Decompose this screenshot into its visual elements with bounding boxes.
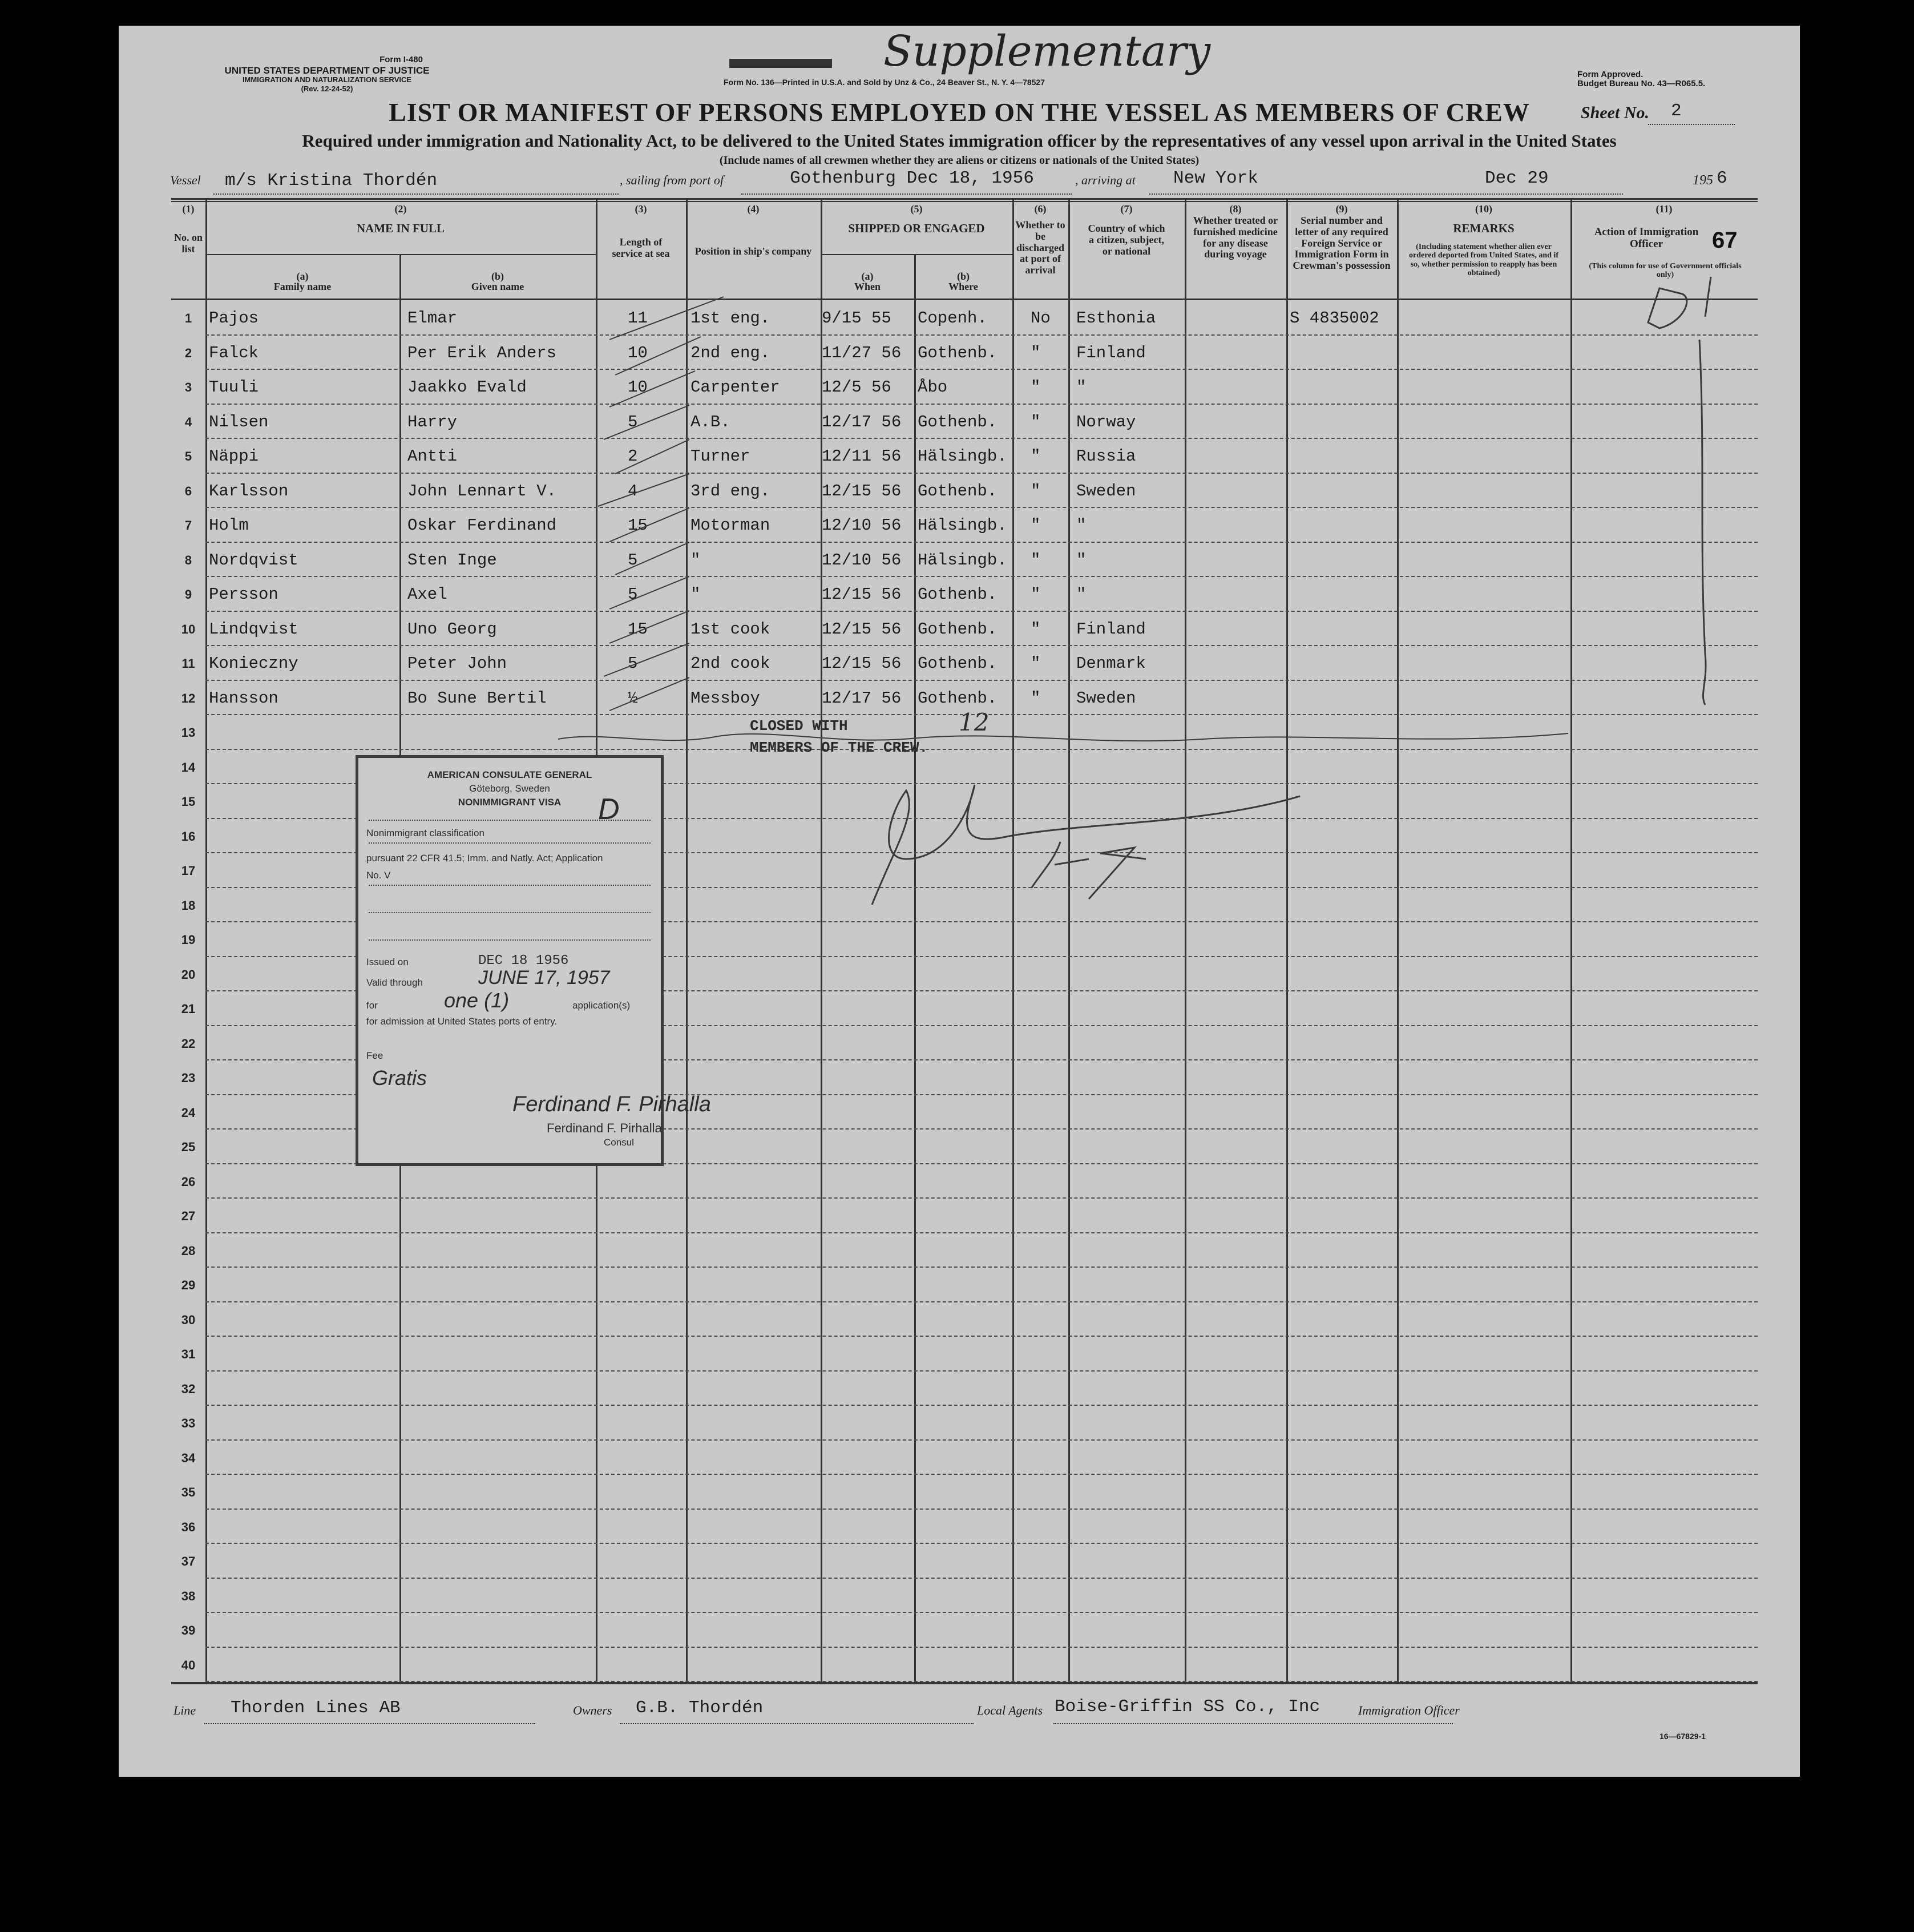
col2-header: NAME IN FULL	[356, 221, 445, 235]
consular-visa-stamp	[356, 755, 711, 1166]
stamp-line-2: Göteborg, Sweden	[469, 783, 550, 794]
tick-mark	[615, 439, 689, 474]
col2b-letter: (b)	[491, 271, 504, 282]
sailing-from: Gothenburg Dec 18, 1956	[790, 168, 1034, 188]
cell-family-name: Tuuli	[209, 378, 259, 397]
row-number: 20	[181, 967, 196, 982]
cell-discharged: "	[1031, 412, 1041, 431]
footer-owners-label: Owners	[573, 1703, 612, 1717]
cell-discharged: "	[1031, 481, 1041, 501]
stamp-line-5: pursuant 22 CFR 41.5; Imm. and Natly. Act; Application	[366, 853, 603, 864]
cell-discharged: "	[1031, 447, 1041, 466]
col11-handwriting	[1648, 277, 1711, 328]
row-number: 17	[181, 864, 196, 878]
cell-discharged: No	[1031, 309, 1051, 328]
department-line: UNITED STATES DEPARTMENT OF JUSTICE	[224, 65, 430, 76]
cell-given-name: Elmar	[407, 309, 458, 328]
cell-shipped-when: 12/10 56	[822, 550, 902, 570]
col11-header: Action of Immigration Officer	[1594, 226, 1699, 250]
consul-name: Ferdinand F. Pirhalla	[547, 1121, 662, 1135]
cell-family-name: Nilsen	[209, 412, 269, 431]
cell-service-length: 5	[628, 550, 638, 570]
cell-family-name: Hansson	[209, 688, 278, 708]
cell-given-name: Antti	[407, 447, 458, 466]
cell-shipped-where: Gothenb.	[918, 619, 998, 639]
col9-header: Serial number and letter of any required Foreign Service or Immigration Form in Crewman's possession	[1293, 215, 1391, 272]
stamp-fee-label: Fee	[366, 1050, 383, 1061]
stamp-valid-date: JUNE 17, 1957	[478, 967, 610, 989]
cell-service-length: 15	[628, 516, 648, 535]
cell-family-name: Falck	[209, 343, 259, 362]
sailing-label: , sailing from port of	[620, 173, 724, 187]
closing-count: 12	[959, 708, 990, 736]
form-approved: Form Approved.	[1577, 70, 1644, 79]
year-label: 195	[1693, 173, 1713, 188]
cell-shipped-where: Gothenb.	[918, 412, 998, 431]
printer-line: Form No. 136—Printed in U.S.A. and Sold by Unz & Co., 24 Beaver St., N. Y. 4—78527	[724, 78, 1045, 87]
cell-shipped-when: 12/17 56	[822, 412, 902, 431]
manifest-sheet	[119, 26, 1800, 1777]
cell-shipped-where: Hälsingb.	[918, 550, 1007, 570]
row-number: 13	[181, 725, 196, 740]
cell-shipped-when: 11/27 56	[822, 343, 902, 362]
cell-service-length: 5	[628, 585, 638, 604]
row-number: 11	[181, 656, 195, 671]
col11-stamp-number: 67	[1712, 228, 1738, 253]
cell-country: Sweden	[1076, 688, 1136, 708]
stamp-classification-hand: D	[598, 793, 620, 826]
cell-service-length: 11	[628, 309, 648, 328]
cell-discharged: "	[1031, 550, 1041, 570]
cell-country: "	[1076, 550, 1087, 570]
row-number: 25	[181, 1140, 196, 1154]
cell-family-name: Holm	[209, 516, 249, 535]
cell-country: Finland	[1076, 343, 1146, 362]
cell-family-name: Karlsson	[209, 481, 289, 501]
row-number: 32	[181, 1381, 196, 1396]
footer-form-code: 16—67829-1	[1659, 1732, 1706, 1741]
subtitle-note: (Include names of all crewmen whether they are aliens or citizens or nationals of the United States)	[719, 154, 1200, 167]
cell-shipped-when: 12/5 56	[822, 378, 891, 397]
vessel-name: m/s Kristina Thordén	[225, 171, 438, 191]
sheet-number: 2	[1671, 101, 1682, 121]
row-number: 1	[184, 311, 192, 325]
cell-position: 2nd eng.	[691, 343, 770, 362]
cell-shipped-when: 12/15 56	[822, 654, 902, 673]
vessel-label: Vessel	[170, 173, 201, 187]
cell-shipped-where: Gothenb.	[918, 343, 998, 362]
col5-header: SHIPPED OR ENGAGED	[848, 221, 985, 235]
cell-position: Carpenter	[691, 378, 780, 397]
footer-owners: G.B. Thordén	[636, 1698, 764, 1718]
cell-service-length: 2	[628, 447, 638, 466]
cell-given-name: Sten Inge	[407, 550, 497, 570]
footer-agents-label: Local Agents	[977, 1703, 1043, 1717]
cell-shipped-where: Gothenb.	[918, 688, 998, 708]
cell-given-name: Axel	[407, 585, 447, 604]
tick-mark	[609, 371, 695, 407]
stamp-issued-date: DEC 18 1956	[478, 953, 569, 969]
stamp-issued-label: Issued on	[366, 957, 409, 967]
budget-bureau: Budget Bureau No. 43—R065.5.	[1577, 79, 1706, 88]
col5-number: (5)	[910, 203, 923, 215]
row-number: 10	[181, 622, 196, 636]
tick-mark	[604, 405, 689, 439]
cell-given-name: Per Erik Anders	[407, 343, 557, 362]
cell-family-name: Konieczny	[209, 654, 298, 673]
cell-family-name: Nordqvist	[209, 550, 298, 570]
row-number: 21	[181, 1002, 196, 1016]
col1-number: (1)	[182, 203, 195, 215]
cell-country: Denmark	[1076, 654, 1146, 673]
row-number: 26	[181, 1174, 196, 1189]
col3-header: Length of service at sea	[612, 236, 670, 259]
row-number: 37	[181, 1554, 196, 1568]
cell-service-length: 4	[628, 481, 638, 501]
cell-discharged: "	[1031, 585, 1041, 604]
row-number: 39	[181, 1623, 196, 1637]
cell-family-name: Pajos	[209, 309, 259, 328]
stamp-applications: application(s)	[572, 1000, 631, 1011]
closing-line-1: CLOSED WITH	[750, 717, 848, 735]
stamp-valid-label: Valid through	[366, 977, 423, 988]
cell-discharged: "	[1031, 654, 1041, 673]
consul-title: Consul	[604, 1137, 634, 1148]
form-number: Form I-480	[379, 55, 423, 64]
arriving-at: New York	[1173, 168, 1258, 188]
row-number: 22	[181, 1036, 196, 1051]
col1-header: No. on list	[173, 232, 203, 255]
row-number: 8	[184, 552, 192, 567]
stamp-fee-hand: Gratis	[372, 1066, 427, 1090]
cell-shipped-when: 12/11 56	[822, 447, 902, 466]
cell-position: 1st eng.	[691, 309, 770, 328]
col8-header: Whether treated or furnished medicine for any disease during voyage	[1193, 215, 1278, 260]
row-number: 18	[181, 898, 196, 913]
tick-mark	[604, 643, 689, 676]
cell-serial-number: S 4835002	[1290, 309, 1379, 328]
tick-mark	[609, 677, 689, 711]
cell-country: "	[1076, 585, 1087, 604]
tick-mark	[615, 542, 689, 575]
cell-given-name: Jaakko Evald	[407, 378, 527, 397]
cell-service-length: 5	[628, 654, 638, 673]
cell-given-name: Harry	[407, 412, 458, 431]
col8-number: (8)	[1229, 203, 1242, 215]
row-number: 4	[184, 414, 192, 429]
page-title: LIST OR MANIFEST OF PERSONS EMPLOYED ON THE VESSEL AS MEMBERS OF CREW	[389, 98, 1530, 127]
cell-discharged: "	[1031, 516, 1041, 535]
row-number: 16	[181, 829, 196, 844]
row-number: 34	[181, 1450, 196, 1465]
col2a-letter: (a)	[296, 271, 309, 282]
row-number: 19	[181, 933, 196, 947]
cell-discharged: "	[1031, 378, 1041, 397]
row-number: 35	[181, 1485, 196, 1499]
cell-position: Turner	[691, 447, 750, 466]
cell-position: 3rd eng.	[691, 481, 770, 501]
cell-shipped-where: Gothenb.	[918, 481, 998, 501]
cell-given-name: Peter John	[407, 654, 507, 673]
cell-shipped-when: 9/15 55	[822, 309, 891, 328]
col10-number: (10)	[1475, 203, 1492, 215]
cell-discharged: "	[1031, 343, 1041, 362]
cell-shipped-when: 12/15 56	[822, 619, 902, 639]
cell-position: "	[691, 585, 701, 604]
cell-position: "	[691, 550, 701, 570]
tick-mark	[598, 474, 689, 506]
tick-mark	[615, 337, 701, 375]
cell-service-length: ½	[628, 688, 638, 708]
cell-shipped-where: Gothenb.	[918, 654, 998, 673]
row-number: 7	[184, 518, 192, 533]
year-digit: 6	[1717, 168, 1727, 188]
row-number: 23	[181, 1071, 196, 1085]
closing-wavy-line	[558, 733, 1568, 741]
stamp-for-hand: one (1)	[444, 989, 510, 1012]
col11-note: (This column for use of Government officials only)	[1589, 262, 1742, 280]
col3-number: (3)	[635, 203, 647, 215]
cell-given-name: Oskar Ferdinand	[407, 516, 557, 535]
cell-position: Messboy	[691, 688, 760, 708]
col2b-header: Given name	[471, 281, 524, 292]
row-number: 2	[184, 345, 192, 360]
cell-shipped-where: Copenh.	[918, 309, 987, 328]
col2-number: (2)	[394, 203, 407, 215]
cell-family-name: Persson	[209, 585, 278, 604]
cell-shipped-where: Hälsingb.	[918, 516, 1007, 535]
row-number: 33	[181, 1416, 196, 1430]
service-line: IMMIGRATION AND NATURALIZATION SERVICE	[242, 75, 412, 84]
cell-country: "	[1076, 516, 1087, 535]
row-number: 28	[181, 1243, 196, 1258]
col5a-header: When	[854, 281, 881, 292]
closing-line-2: MEMBERS OF THE CREW.	[750, 739, 928, 756]
col6-number: (6)	[1034, 203, 1047, 215]
col11-bracket	[1699, 340, 1706, 705]
row-number: 29	[181, 1278, 196, 1292]
row-number: 38	[181, 1588, 196, 1603]
stamp-for-label: for	[366, 1000, 378, 1011]
cell-country: Russia	[1076, 447, 1136, 466]
cell-shipped-where: Gothenb.	[918, 585, 998, 604]
row-number: 30	[181, 1312, 196, 1327]
col4-number: (4)	[747, 203, 760, 215]
row-number: 24	[181, 1105, 196, 1120]
cell-given-name: John Lennart V.	[407, 481, 557, 501]
row-number: 3	[184, 380, 192, 394]
col5a-letter: (a)	[861, 271, 874, 282]
footer-agents: Boise-Griffin SS Co., Inc	[1055, 1697, 1321, 1717]
stamp-line-4: Nonimmigrant classification	[366, 828, 484, 838]
revision-line: (Rev. 12-24-52)	[301, 84, 353, 93]
row-number: 27	[181, 1209, 196, 1223]
cell-country: Sweden	[1076, 481, 1136, 501]
cell-discharged: "	[1031, 688, 1041, 708]
cell-shipped-when: 12/10 56	[822, 516, 902, 535]
cell-country: Finland	[1076, 619, 1146, 639]
col5b-letter: (b)	[957, 271, 970, 282]
footer-immigration-officer: Immigration Officer	[1358, 1703, 1460, 1717]
handwritten-supplementary: Supplementary	[883, 27, 1211, 76]
cell-position: A.B.	[691, 412, 730, 431]
subtitle: Required under immigration and Nationality Act, to be delivered to the United States immigration officer by the representatives of any vessel upon arrival in the United States	[302, 131, 1617, 151]
col2a-header: Family name	[273, 281, 332, 292]
row-number: 36	[181, 1519, 196, 1534]
col5b-header: Where	[948, 281, 978, 292]
cell-country: Esthonia	[1076, 309, 1156, 328]
cell-family-name: Näppi	[209, 447, 259, 466]
stamp-admission: for admission at United States ports of entry.	[366, 1016, 558, 1027]
col4-header: Position in ship's company	[694, 245, 812, 257]
officer-initials	[1032, 842, 1146, 899]
cell-service-length: 10	[628, 378, 648, 397]
tick-mark	[609, 508, 689, 542]
cell-position: 2nd cook	[691, 654, 770, 673]
consul-signature: Ferdinand F. Pirhalla	[512, 1092, 711, 1116]
cell-country: "	[1076, 378, 1087, 397]
cell-shipped-when: 12/17 56	[822, 688, 902, 708]
cell-shipped-when: 12/15 56	[822, 481, 902, 501]
tick-mark	[609, 611, 689, 643]
cell-service-length: 15	[628, 619, 648, 639]
row-number: 12	[181, 691, 196, 705]
officer-signature	[872, 785, 1300, 905]
cell-shipped-when: 12/15 56	[822, 585, 902, 604]
arriving-label: , arriving at	[1075, 173, 1136, 187]
row-number: 15	[181, 794, 196, 809]
cell-position: Motorman	[691, 516, 770, 535]
footer-line: Thorden Lines AB	[231, 1698, 401, 1718]
arrival-date: Dec 29	[1485, 168, 1549, 188]
col6-header: Whether to be discharged at port of arrival	[1015, 219, 1065, 276]
col7-header: Country of which a citizen, subject, or national	[1088, 223, 1165, 257]
cell-service-length: 5	[628, 412, 638, 431]
cell-shipped-where: Hälsingb.	[918, 447, 1007, 466]
cell-family-name: Lindqvist	[209, 619, 298, 639]
col11-number: (11)	[1655, 203, 1673, 215]
col7-number: (7)	[1120, 203, 1133, 215]
cell-given-name: Uno Georg	[407, 619, 497, 639]
cell-given-name: Bo Sune Bertil	[407, 688, 547, 708]
sheet-label: Sheet No.	[1581, 103, 1649, 122]
col9-number: (9)	[1335, 203, 1348, 215]
row-number: 9	[184, 587, 192, 602]
row-number: 14	[181, 760, 196, 775]
footer-line-label: Line	[173, 1703, 196, 1717]
cell-country: Norway	[1076, 412, 1136, 431]
tick-mark	[609, 576, 689, 609]
row-number: 5	[184, 449, 192, 463]
stamp-line-3: NONIMMIGRANT VISA	[458, 797, 562, 808]
col10-note: (Including statement whether alien ever ordered deported from United States, and if so, whether permission to reapply has been obtained)	[1409, 243, 1558, 278]
tick-mark	[609, 297, 724, 340]
row-number: 40	[181, 1657, 196, 1672]
cell-shipped-where: Åbo	[918, 378, 948, 397]
stamp-line-1: AMERICAN CONSULATE GENERAL	[427, 769, 592, 780]
cell-discharged: "	[1031, 619, 1041, 639]
col10-header: REMARKS	[1453, 221, 1515, 235]
cell-position: 1st cook	[691, 619, 770, 639]
stamp-line-6: No. V	[366, 870, 391, 881]
cell-service-length: 10	[628, 343, 648, 362]
row-number: 31	[181, 1347, 196, 1361]
row-number: 6	[184, 483, 192, 498]
